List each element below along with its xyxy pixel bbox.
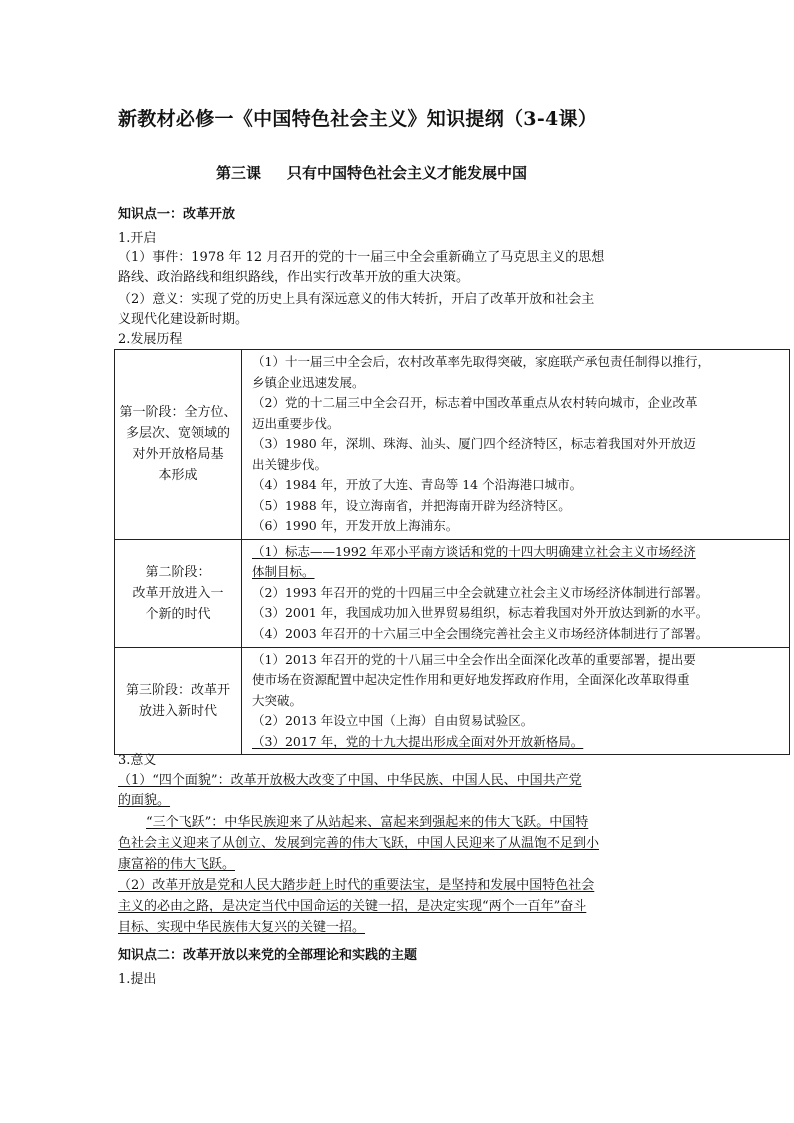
list-item: （3）2001 年，我国成功加入世界贸易组织，标志着我国对外开放达到新的水平。 [252, 605, 709, 621]
significance-line-6: （2）改革开放是党和人民大踏步赶上时代的重要法宝，是坚持和发展中国特色社会 [118, 878, 595, 893]
document-title: 新教材必修一《中国特色社会主义》知识提纲（3-4课） [118, 108, 598, 130]
list-item: （4）1984 年，开放了大连、青岛等 14 个沿海港口城市。 [252, 477, 583, 492]
opening-event-line-2: 路线、政治路线和组织路线，作出实行改革开放的重大决策。 [118, 270, 470, 285]
list-item: （2）1993 年召开的党的十四届三中全会就建立社会主义市场经济体制进行部署。 [252, 584, 709, 600]
list-item: 体制目标。 [252, 564, 315, 580]
knowledge-point-1-heading: 知识点一：改革开放 [118, 207, 236, 222]
stage-2-items [242, 539, 790, 647]
section-history-title: 2.发展历程 [118, 332, 183, 347]
list-item: （5）1988 年，设立海南省，并把海南开辟为经济特区。 [252, 497, 571, 513]
stage-3-items [242, 647, 790, 755]
section-significance-title: 3.意义 [118, 753, 157, 768]
knowledge-point-2-heading: 知识点二：改革开放以来党的全部理论和实践的主题 [118, 948, 418, 963]
list-item: （6）1990 年，开发开放上海浦东。 [252, 518, 459, 533]
significance-line-3: “三个飞跃”：中华民族迎来了从站起来、富起来到强起来的伟大飞跃。中国特 [146, 815, 589, 830]
significance-line-4: 色社会主义迎来了从创立、发展到完善的伟大飞跃，中国人民迎来了从温饱不足到小 [118, 836, 600, 851]
opening-meaning-line-2: 义现代化建设新时期。 [118, 312, 249, 327]
section-proposal-title: 1.提出 [118, 972, 157, 987]
list-item: （4）2003 年召开的十六届三中全会围绕完善社会主义市场经济体制进行了部署。 [252, 625, 709, 641]
stage-3-label: 第三阶段：改革开 放进入新时代 [115, 647, 242, 755]
significance-line-7: 主义的必由之路，是决定当代中国命运的关键一招，是决定实现“两个一百年”奋斗 [118, 899, 587, 914]
development-stages-table [114, 349, 790, 755]
significance-line-5: 康富裕的伟大飞跃。 [118, 857, 236, 872]
list-item: （3）2017 年，党的十九大提出形成全面对外开放新格局。 [252, 733, 584, 749]
list-item: （2）党的十二届三中全会召开，标志着中国改革重点从农村转向城市，企业改革 [252, 395, 698, 410]
list-item: 大突破。 [252, 692, 303, 708]
table-row [115, 350, 790, 540]
list-item: 迈出重要步伐。 [252, 415, 340, 431]
stage-1-items [242, 350, 790, 540]
lesson-number: 第三课 [216, 164, 262, 182]
opening-event-line-1: （1）事件：1978 年 12 月召开的党的十一届三中全会重新确立了马克思主义的思想 [118, 250, 605, 265]
list-item: （1）2013 年召开的党的十八届三中全会作出全面深化改革的重要部署，提出要 [252, 651, 696, 667]
list-item: 使市场在资源配置中起决定性作用和更好地发挥政府作用，全面深化改革取得重 [252, 672, 690, 687]
list-item: （1）十一届三中全会后，农村改革率先取得突破，家庭联产承包责任制得以推行， [252, 354, 710, 369]
list-item: 出关键步伐。 [252, 456, 328, 472]
list-item: （3）1980 年，深圳、珠海、汕头、厦门四个经济特区，标志着我国对外开放迈 [252, 436, 696, 451]
lesson-name: 只有中国特色社会主义才能发展中国 [287, 164, 528, 182]
significance-line-8: 目标、实现中华民族伟大复兴的关键一招。 [118, 920, 366, 935]
lesson-heading [216, 162, 527, 183]
stage-1-label: 第一阶段：全方位、 多层次、宽领域的 对外开放格局基 本形成 [115, 350, 242, 540]
table-row [115, 539, 790, 647]
significance-line-1: （1）“四个面貌”：改革开放极大改变了中国、中华民族、中国人民、中国共产党 [118, 773, 582, 788]
list-item: 乡镇企业迅速发展。 [252, 374, 365, 390]
list-item: （2）2013 年设立中国（上海）自由贸易试验区。 [252, 713, 534, 728]
table-row [115, 647, 790, 755]
opening-meaning-line-1: （2）意义：实现了党的历史上具有深远意义的伟大转折，开启了改革开放和社会主 [118, 292, 595, 307]
section-opening-title: 1.开启 [118, 231, 157, 246]
list-item: （1）标志——1992 年邓小平南方谈话和党的十四大明确建立社会主义市场经济 [252, 543, 696, 559]
significance-line-2: 的面貌。 [118, 793, 171, 808]
stage-2-label: 第二阶段： 改革开放进入一 个新的时代 [115, 539, 242, 647]
